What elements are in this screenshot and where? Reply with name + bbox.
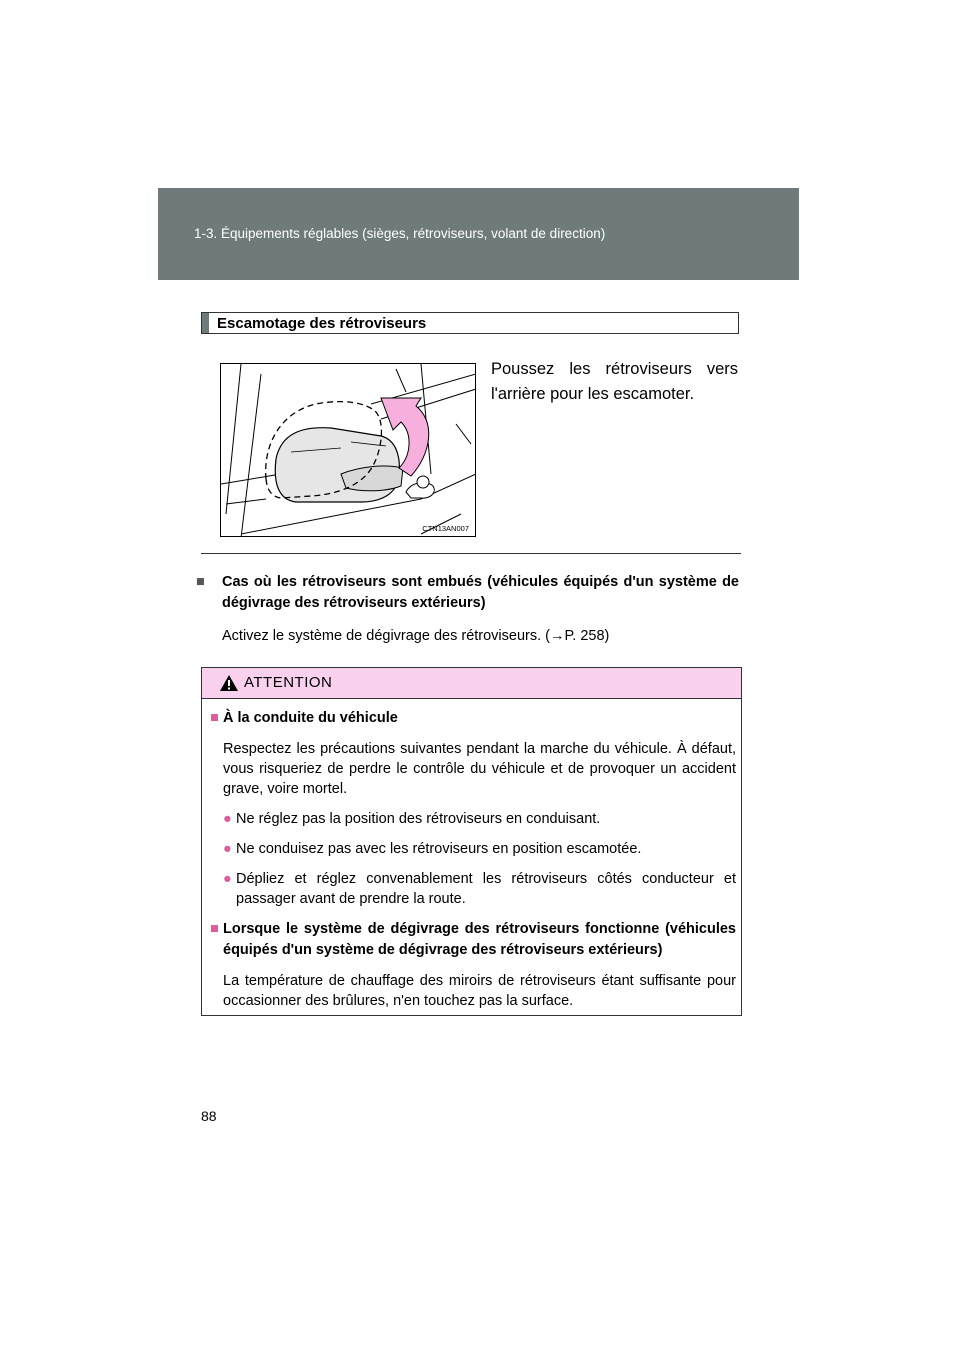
section-title-text: Escamotage des rétroviseurs: [217, 315, 427, 332]
square-bullet-icon: ■: [210, 921, 219, 937]
header-band: [158, 188, 799, 280]
warning-bullet: ● Ne réglez pas la position des rétroviseurs en conduisant.: [223, 811, 601, 827]
note-body: Activez le système de dégivrage des rétroviseurs. (→P. 258): [222, 628, 610, 644]
defog-note: [196, 572, 739, 646]
breadcrumb: 1-3. Équipements réglables (sièges, rétroviseurs, volant de direction): [194, 226, 606, 241]
mirror-fold-drawing: [221, 364, 476, 537]
dot-bullet-icon: ●: [223, 811, 232, 827]
square-bullet-icon: ■: [196, 574, 205, 590]
warning-paragraph-defog: La température de chauffage des miroirs de rétroviseurs étant suffisante pour occasionner des brûlures, n'en touchez pas la surface.: [223, 973, 736, 1009]
section-title: [201, 312, 739, 334]
warning-content: [210, 708, 736, 1011]
warning-bullet: ● Dépliez et réglez convenablement les rétroviseurs côtés conducteur et passager avant de prendre la route.: [223, 871, 736, 907]
dot-bullet-icon: ●: [223, 871, 232, 887]
warning-heading-defog: ■ Lorsque le système de dégivrage des rétroviseurs fonctionne (véhicules équipés d'un système de dégivrage des rétroviseurs extérieurs): [210, 921, 736, 958]
warning-header: [202, 668, 741, 699]
note-heading: ■ Cas où les rétroviseurs sont embués (véhicules équipés d'un système de dégivrage des rétroviseurs extérieurs): [196, 574, 739, 611]
mirror-illustration: [220, 363, 476, 537]
dot-bullet-icon: ●: [223, 841, 232, 857]
divider: [201, 553, 741, 554]
warning-triangle-icon: [219, 674, 239, 692]
figure-code: CTN13AN007: [422, 524, 469, 533]
square-bullet-icon: ■: [210, 710, 219, 726]
warning-label: ATTENTION: [244, 674, 333, 691]
section-title-bar: [202, 313, 209, 333]
warning-paragraph-driving: Respectez les précautions suivantes pendant la marche du véhicule. À défaut, vous risqueriez de perdre le contrôle du véhicule et de provoquer un accident grave, voire mortel.: [223, 741, 736, 797]
warning-heading-driving: ■ À la conduite du véhicule: [210, 708, 736, 729]
warning-box: [201, 667, 742, 1016]
warning-bullet: ● Ne conduisez pas avec les rétroviseurs en position escamotée.: [223, 841, 642, 857]
page-number: 88: [201, 1108, 217, 1124]
instruction-text: Poussez les rétroviseurs vers l'arrière pour les escamoter.: [491, 360, 738, 403]
